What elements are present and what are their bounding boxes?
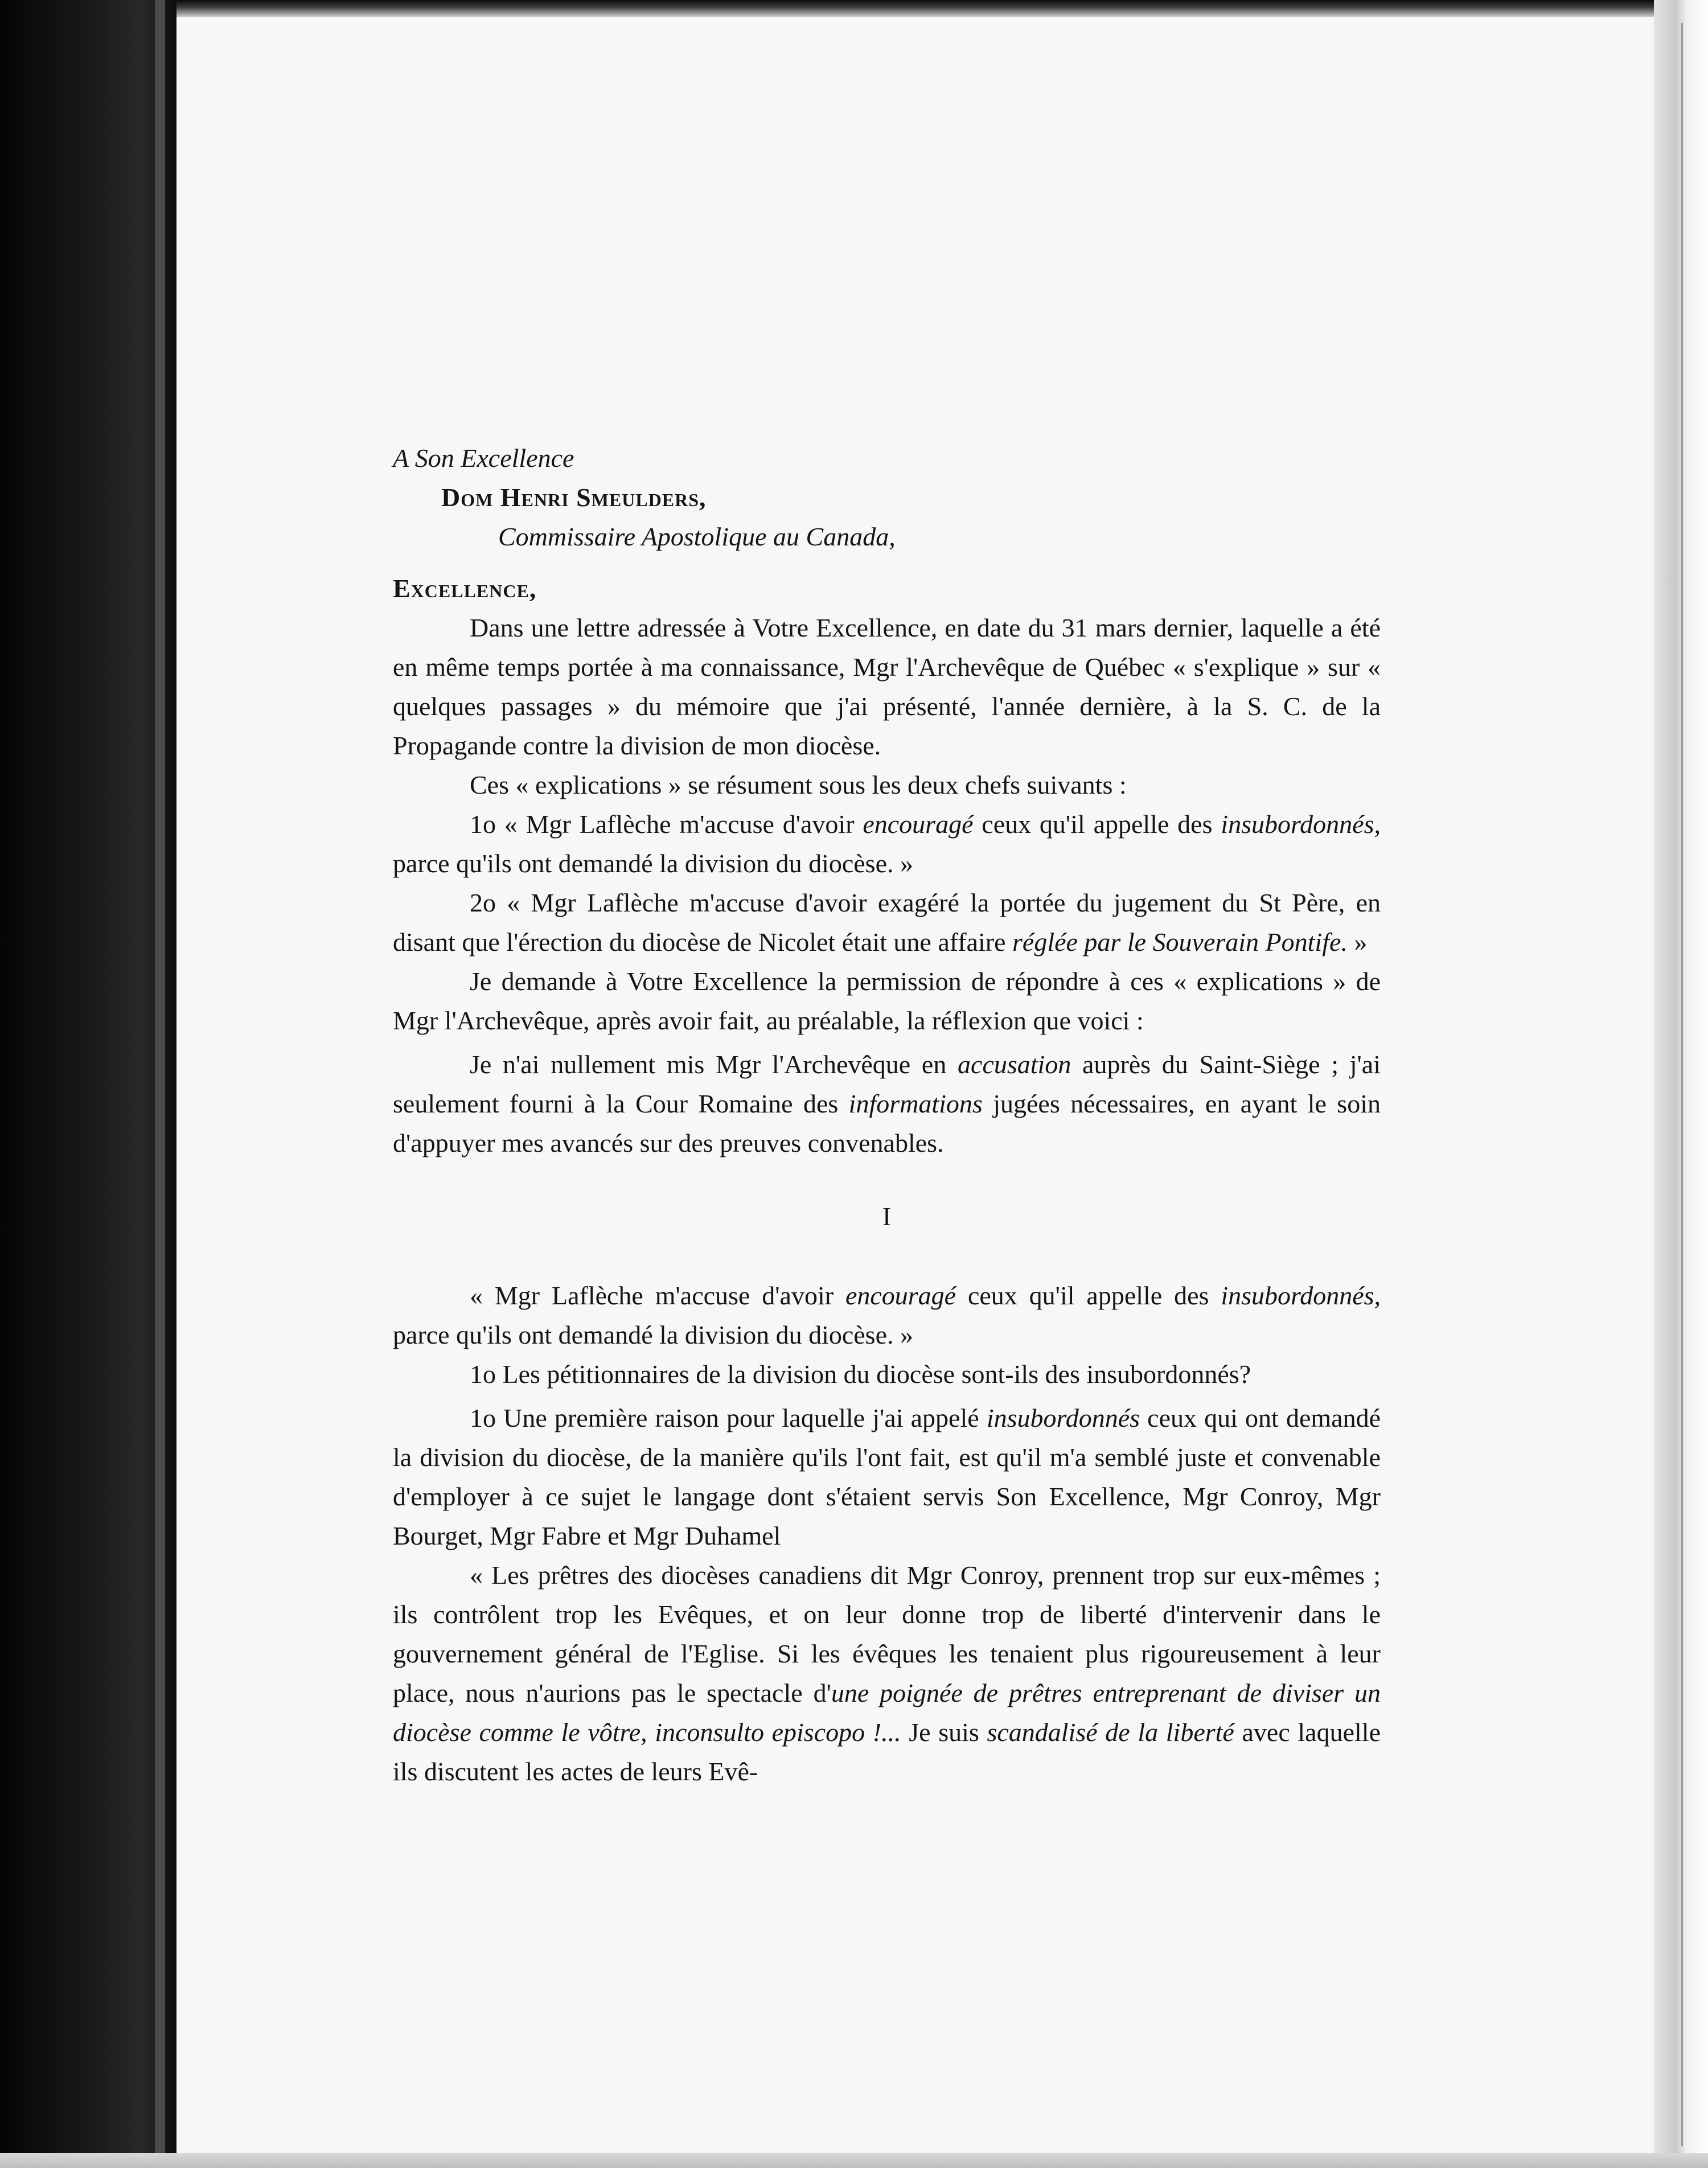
scan-top-edge	[0, 0, 1708, 17]
scan-left-border	[0, 0, 176, 2168]
paragraph-3-emphasis-2: insubordonnés,	[1221, 810, 1381, 839]
paragraph-9-emphasis: insubordonnés	[986, 1403, 1140, 1432]
paragraph-3-text-a: 1o « Mgr Laflèche m'accuse d'avoir	[470, 810, 863, 839]
paragraph-7-text-c: parce qu'ils ont demandé la division du diocèse. »	[393, 1320, 914, 1349]
paragraph-6-text-c: jugées nécessaires, en ayant le soin d'appuyer mes avancés sur des preuves convenables.	[393, 1089, 1381, 1157]
paragraph-10	[393, 1555, 1381, 1791]
paragraph-10-emphasis-1: une poignée de prêtres entreprenant de diviser un diocèse comme le vôtre, inconsulto episcopo !...	[393, 1678, 1381, 1747]
paragraph-8: 1o Les pétitionnaires de la division du diocèse sont-ils des insubordonnés?	[470, 1360, 1251, 1389]
paragraph-6-text-b: auprès du Saint-Siège ; j'ai seulement fourni à la Cour Romaine des	[393, 1050, 1381, 1118]
scan-bottom-edge	[0, 2153, 1708, 2168]
paragraph-10-emphasis-2: scandalisé de la liberté	[987, 1718, 1234, 1747]
greeting-line-2: Dom Henri Smeulders,	[441, 483, 707, 512]
paragraph-6	[393, 1045, 1381, 1163]
paragraph-7-text-b: ceux qu'il appelle des	[956, 1281, 1221, 1310]
paragraph-5: Je demande à Votre Excellence la permission de répondre à ces « explications » de Mgr l'Archevêque, après avoir fait, au préalable, la réflexion que voici :	[393, 967, 1381, 1035]
paragraph-2: Ces « explications » se résument sous les deux chefs suivants :	[470, 770, 1127, 799]
greeting-line-3: Commissaire Apostolique au Canada,	[498, 522, 896, 551]
paragraph-3-emphasis-1: encouragé	[863, 810, 974, 839]
paragraph-10-text-a: « Les prêtres des diocèses canadiens dit Mgr Conroy, prennent trop sur eux-mêmes ; ils contrôlent trop les Evêques, et on leur donne trop de liberté d'intervenir dans le gouvernement général de l'Eglise. Si les évêques les tenaient plus rigoureusement à leur place, nous n'aurions pas le spectacle d'	[393, 1561, 1381, 1707]
paragraph-6-text-a: Je n'ai nullement mis Mgr l'Archevêque en	[470, 1050, 958, 1079]
paragraph-4-emphasis: réglée par le Souverain Pontife.	[1012, 927, 1348, 956]
paragraph-6-emphasis-1: accusation	[958, 1050, 1071, 1079]
paragraph-4	[393, 883, 1381, 962]
letter-body	[393, 438, 1381, 1791]
paragraph-3-text-c: parce qu'ils ont demandé la division du diocèse. »	[393, 849, 914, 878]
paragraph-1: Dans une lettre adressée à Votre Excellence, en date du 31 mars dernier, laquelle a été en même temps portée à ma connaissance, Mgr l'Archevêque de Québec « s'explique » sur « quelques passages » du mémoire que j'ai présenté, l'année dernière, à la S. C. de la Propagande contre la division de mon diocèse.	[393, 613, 1381, 760]
paragraph-4-text-a: 2o « Mgr Laflèche m'accuse d'avoir exagéré la portée du jugement du St Père, en disant que l'érection du diocèse de Nicolet était une affaire	[393, 888, 1381, 956]
paragraph-9-text-a: 1o Une première raison pour laquelle j'ai appelé	[470, 1403, 987, 1432]
paragraph-3	[393, 804, 1381, 883]
paragraph-7	[393, 1276, 1381, 1354]
paragraph-9-text-b: ceux qui ont demandé la division du diocèse, de la manière qu'ils l'ont fait, est qu'il m'a semblé juste et convenable d'employer à ce sujet le langage dont s'étaient servis Son Excellence, Mgr Conroy, Mgr Bourget, Mgr Fabre et Mgr Duhamel	[393, 1403, 1381, 1550]
paragraph-10-text-b: Je suis	[901, 1718, 987, 1747]
salutation: Excellence,	[393, 574, 537, 603]
paragraph-7-text-a: « Mgr Laflèche m'accuse d'avoir	[470, 1281, 845, 1310]
section-heading: I	[882, 1202, 892, 1231]
paragraph-10-text-c: avec laquelle ils discutent les actes de leurs Evê-	[393, 1718, 1381, 1786]
greeting-line-1: A Son Excellence	[393, 444, 574, 473]
paragraph-7-emphasis-1: encouragé	[845, 1281, 956, 1310]
scan-right-line	[1681, 23, 1683, 2146]
paragraph-6-emphasis-2: informations	[848, 1089, 983, 1118]
paragraph-7-emphasis-2: insubordonnés,	[1221, 1281, 1381, 1310]
paragraph-3-text-b: ceux qu'il appelle des	[973, 810, 1221, 839]
scan-left-border-highlight	[155, 0, 165, 2168]
paragraph-4-text-b: »	[1347, 927, 1368, 956]
paragraph-9	[393, 1398, 1381, 1555]
